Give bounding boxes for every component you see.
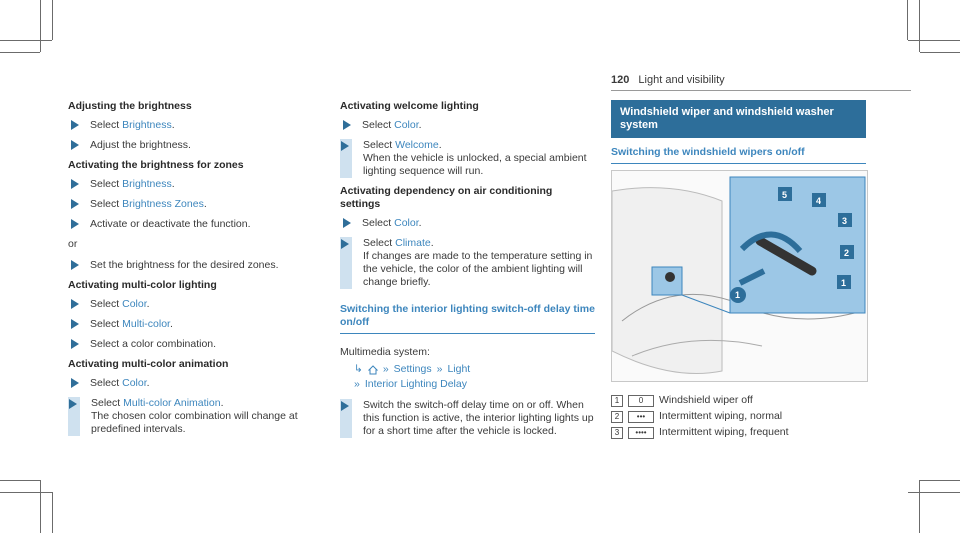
- legend-number: 3: [611, 427, 623, 439]
- nav-settings[interactable]: Settings: [393, 363, 432, 375]
- step-arrow-icon: [71, 120, 79, 130]
- step: Switch the switch-off delay time on or off. When this function is active, the interior lighting lights up for a short time after the vehicle is locked.: [340, 399, 595, 438]
- column-3: [611, 100, 866, 442]
- figure-label: 1: [735, 290, 741, 300]
- column-2: [340, 100, 595, 445]
- page-number: 120: [611, 74, 630, 86]
- menu-link[interactable]: Color: [394, 119, 419, 131]
- chevron-right-icon: »: [382, 363, 389, 375]
- legend: [611, 394, 866, 439]
- crop-mark: [919, 0, 920, 52]
- section-divider: [340, 333, 595, 334]
- crop-mark: [908, 40, 960, 41]
- menu-link[interactable]: Color: [394, 217, 419, 229]
- legend-row: [611, 394, 866, 407]
- legend-text: Windshield wiper off: [659, 394, 753, 406]
- menu-link[interactable]: Color: [122, 298, 147, 310]
- heading-welcome: Activating welcome lighting: [340, 100, 479, 112]
- nav-path-line2: [340, 378, 595, 391]
- crop-mark: [52, 0, 53, 40]
- step-bar: [340, 237, 352, 289]
- crop-mark: [0, 480, 40, 481]
- menu-link[interactable]: Climate: [395, 237, 431, 249]
- menu-link[interactable]: Brightness: [122, 178, 172, 190]
- step: Select Brightness.: [68, 178, 323, 191]
- crop-mark: [907, 0, 908, 40]
- section-box-title: Windshield wiper and windshield washer system: [611, 100, 866, 138]
- step: Select Color.: [68, 298, 323, 311]
- figure-label: 3: [842, 216, 848, 226]
- chevron-right-icon: »: [436, 363, 443, 375]
- step: Select Brightness.: [68, 119, 323, 132]
- step-arrow-icon: [69, 399, 77, 409]
- step-arrow-icon: [71, 219, 79, 229]
- step: Select Multi-color.: [68, 318, 323, 331]
- step: Select Welcome. When the vehicle is unlocked, a special ambient lighting sequence will run.: [340, 139, 595, 178]
- figure-label: 2: [844, 248, 850, 258]
- wiper-illustration: [612, 171, 867, 381]
- page-header: [611, 74, 725, 86]
- crop-mark: [919, 480, 920, 533]
- step: Select Color.: [340, 119, 595, 132]
- step-arrow-icon: [71, 378, 79, 388]
- crop-mark: [40, 480, 41, 533]
- step-arrow-icon: [343, 120, 351, 130]
- home-icon[interactable]: [368, 365, 378, 375]
- step: Select Multi-color Animation. The chosen color combination will change at predefined intervals.: [68, 397, 323, 436]
- step-arrow-icon: [71, 179, 79, 189]
- step-arrow-icon: [71, 319, 79, 329]
- menu-link[interactable]: Multi-color Animation: [123, 397, 221, 409]
- legend-number: 1: [611, 395, 623, 407]
- step: Adjust the brightness.: [68, 139, 323, 152]
- section-divider: [611, 163, 866, 164]
- nav-interior-lighting-delay[interactable]: Interior Lighting Delay: [364, 378, 467, 390]
- page-section-title: Light and visibility: [638, 74, 725, 86]
- heading-brightness-zones: Activating the brightness for zones: [68, 159, 244, 171]
- step: Select Climate. If changes are made to the temperature setting in the vehicle, the color of the ambient lighting will change briefly.: [340, 237, 595, 289]
- return-arrow-icon: ↳: [354, 363, 363, 375]
- step-arrow-icon: [71, 339, 79, 349]
- header-divider: [611, 90, 911, 91]
- step: Select Brightness Zones.: [68, 198, 323, 211]
- legend-symbol: ••••: [628, 427, 654, 439]
- step-arrow-icon: [341, 141, 349, 151]
- step-arrow-icon: [71, 140, 79, 150]
- crop-mark: [0, 52, 40, 53]
- step: Activate or deactivate the function.: [68, 218, 323, 231]
- column-1: [68, 100, 323, 443]
- multimedia-label: Multimedia system:: [340, 346, 430, 358]
- step: Select Color.: [68, 377, 323, 390]
- legend-row: [611, 426, 866, 439]
- legend-text: Intermittent wiping, normal: [659, 410, 783, 422]
- chevron-right-icon: »: [354, 378, 360, 390]
- nav-path: [340, 363, 595, 376]
- step-bar: [340, 139, 352, 178]
- wiper-figure: [611, 170, 868, 382]
- step-arrow-icon: [341, 401, 349, 411]
- step-arrow-icon: [341, 239, 349, 249]
- step-bar: [340, 399, 352, 438]
- section-title-delay: Switching the interior lighting switch-off delay time on/off: [340, 303, 595, 328]
- nav-light[interactable]: Light: [447, 363, 471, 375]
- menu-link[interactable]: Brightness Zones: [122, 198, 204, 210]
- figure-label: 5: [782, 190, 788, 200]
- heading-multicolor-animation: Activating multi-color animation: [68, 358, 229, 370]
- menu-link[interactable]: Color: [122, 377, 147, 389]
- legend-number: 2: [611, 411, 623, 423]
- menu-link[interactable]: Brightness: [122, 119, 172, 131]
- crop-mark: [908, 492, 960, 493]
- step: Select Color.: [340, 217, 595, 230]
- legend-symbol: 0: [628, 395, 654, 407]
- crop-mark: [52, 492, 53, 533]
- crop-mark: [40, 0, 41, 52]
- legend-row: [611, 410, 866, 423]
- heading-multicolor: Activating multi-color lighting: [68, 279, 217, 291]
- legend-symbol: •••: [628, 411, 654, 423]
- step-arrow-icon: [71, 299, 79, 309]
- section-title-wipers: Switching the windshield wipers on/off: [611, 146, 805, 158]
- heading-adjust-brightness: Adjusting the brightness: [68, 100, 192, 112]
- menu-link[interactable]: Multi-color: [122, 318, 170, 330]
- figure-label: 4: [816, 196, 822, 206]
- menu-link[interactable]: Welcome: [395, 139, 439, 151]
- crop-mark: [0, 492, 52, 493]
- crop-mark: [0, 40, 52, 41]
- step-bar: [68, 397, 80, 436]
- crop-mark: [920, 480, 960, 481]
- step-arrow-icon: [71, 199, 79, 209]
- figure-label: 1: [841, 278, 847, 288]
- step: Set the brightness for the desired zones.: [68, 259, 323, 272]
- heading-air-conditioning: Activating dependency on air conditioning settings: [340, 185, 553, 210]
- step: Select a color combination.: [68, 338, 323, 351]
- legend-text: Intermittent wiping, frequent: [659, 426, 789, 438]
- step-arrow-icon: [343, 218, 351, 228]
- step-arrow-icon: [71, 260, 79, 270]
- crop-mark: [920, 52, 960, 53]
- or-text: or: [68, 238, 78, 250]
